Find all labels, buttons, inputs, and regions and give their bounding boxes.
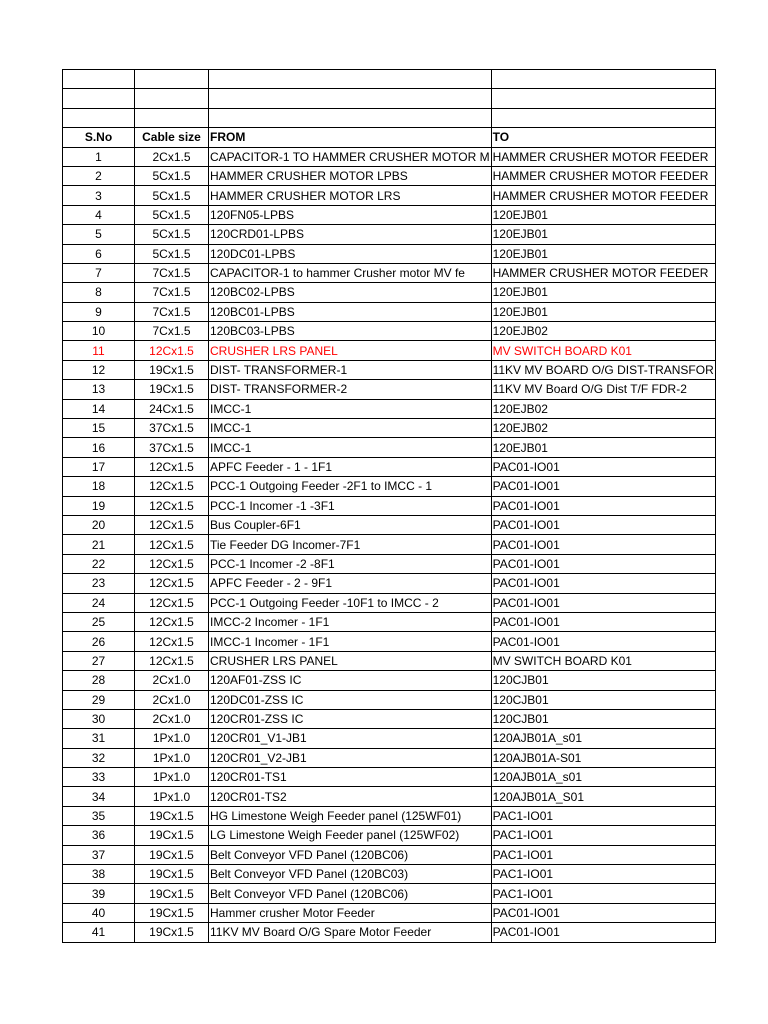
table-row (63, 419, 716, 438)
table-row (63, 865, 716, 884)
table-row (63, 186, 716, 205)
cell-sno[interactable]: 14 (63, 399, 135, 418)
cell-to[interactable]: 120EJB01 (491, 205, 715, 224)
cell-sno[interactable]: 31 (63, 729, 135, 748)
table-row (63, 166, 716, 185)
empty-cell[interactable] (491, 70, 715, 89)
cell-to[interactable]: PAC01-IO01 (491, 477, 715, 496)
cell-cable-size[interactable]: 12Cx1.5 (135, 515, 209, 534)
cell-sno[interactable]: 26 (63, 632, 135, 651)
table-row (63, 923, 716, 942)
cell-cable-size[interactable]: 1Px1.0 (135, 768, 209, 787)
cell-to[interactable]: 120CJB01 (491, 671, 715, 690)
cell-from[interactable]: CAPACITOR-1 TO HAMMER CRUSHER MOTOR M (209, 147, 492, 166)
cell-to[interactable]: 120EJB01 (491, 244, 715, 263)
header-to[interactable]: TO (491, 128, 715, 147)
cell-from[interactable]: 120DC01-ZSS IC (209, 690, 492, 709)
cell-sno[interactable]: 34 (63, 787, 135, 806)
cell-to[interactable]: PAC1-IO01 (491, 806, 715, 825)
empty-cell[interactable] (63, 89, 135, 108)
blank-row (63, 89, 716, 108)
cell-from[interactable]: 120CR01-ZSS IC (209, 709, 492, 728)
cell-cable-size[interactable]: 12Cx1.5 (135, 535, 209, 554)
cell-to[interactable]: 120AJB01A_s01 (491, 729, 715, 748)
cell-sno[interactable]: 41 (63, 923, 135, 942)
cell-from[interactable]: Belt Conveyor VFD Panel (120BC06) (209, 884, 492, 903)
cell-sno[interactable]: 2 (63, 166, 135, 185)
table-row (63, 729, 716, 748)
table-row (63, 709, 716, 728)
cell-sno[interactable]: 19 (63, 496, 135, 515)
cell-cable-size[interactable]: 2Cx1.0 (135, 709, 209, 728)
cell-from[interactable]: 120BC01-LPBS (209, 302, 492, 321)
table-row (63, 845, 716, 864)
cell-from[interactable]: 120CR01_V2-JB1 (209, 748, 492, 767)
cell-from[interactable]: 120DC01-LPBS (209, 244, 492, 263)
cell-to[interactable]: PAC1-IO01 (491, 845, 715, 864)
table-row (63, 263, 716, 282)
cell-from[interactable]: 11KV MV Board O/G Spare Motor Feeder (209, 923, 492, 942)
table-row (63, 457, 716, 476)
cell-sno[interactable]: 21 (63, 535, 135, 554)
cell-cable-size[interactable]: 7Cx1.5 (135, 263, 209, 282)
empty-cell[interactable] (63, 108, 135, 127)
cell-from[interactable]: APFC Feeder - 2 - 9F1 (209, 574, 492, 593)
empty-cell[interactable] (209, 108, 492, 127)
empty-cell[interactable] (135, 108, 209, 127)
cell-sno[interactable]: 32 (63, 748, 135, 767)
cell-from[interactable]: HAMMER CRUSHER MOTOR LPBS (209, 166, 492, 185)
cell-cable-size[interactable]: 12Cx1.5 (135, 632, 209, 651)
cell-sno[interactable]: 25 (63, 612, 135, 631)
cell-from[interactable]: IMCC-1 Incomer - 1F1 (209, 632, 492, 651)
table-row (63, 225, 716, 244)
table-row (63, 477, 716, 496)
cell-sno[interactable]: 8 (63, 283, 135, 302)
cell-to[interactable]: PAC01-IO01 (491, 496, 715, 515)
table-row (63, 690, 716, 709)
cell-from[interactable]: HAMMER CRUSHER MOTOR LRS (209, 186, 492, 205)
cell-sno[interactable]: 33 (63, 768, 135, 787)
header-sno[interactable]: S.No (63, 128, 135, 147)
cell-from[interactable]: 120CRD01-LPBS (209, 225, 492, 244)
cell-sno[interactable]: 40 (63, 903, 135, 922)
cell-sno[interactable]: 27 (63, 651, 135, 670)
cell-from[interactable]: IMCC-1 (209, 438, 492, 457)
cell-to[interactable]: 120AJB01A_s01 (491, 768, 715, 787)
cell-to[interactable]: HAMMER CRUSHER MOTOR FEEDER (491, 147, 715, 166)
cell-from[interactable]: LG Limestone Weigh Feeder panel (125WF02) (209, 826, 492, 845)
table-row (63, 322, 716, 341)
cell-to[interactable]: 120EJB01 (491, 302, 715, 321)
cell-to[interactable]: PAC01-IO01 (491, 554, 715, 573)
cell-from[interactable]: 120CR01_V1-JB1 (209, 729, 492, 748)
cell-from[interactable]: 120BC02-LPBS (209, 283, 492, 302)
cell-to[interactable]: 120EJB01 (491, 438, 715, 457)
cell-cable-size[interactable]: 19Cx1.5 (135, 903, 209, 922)
cell-to[interactable]: 120EJB02 (491, 399, 715, 418)
cell-sno[interactable]: 36 (63, 826, 135, 845)
cell-to[interactable]: 120CJB01 (491, 690, 715, 709)
cell-sno[interactable]: 38 (63, 865, 135, 884)
cable-schedule-table (62, 69, 716, 943)
cell-from[interactable]: 120BC03-LPBS (209, 322, 492, 341)
table-row (63, 438, 716, 457)
cell-to[interactable]: PAC01-IO01 (491, 515, 715, 534)
cell-cable-size[interactable]: 12Cx1.5 (135, 651, 209, 670)
cell-from[interactable]: DIST- TRANSFORMER-1 (209, 360, 492, 379)
cell-from[interactable]: HG Limestone Weigh Feeder panel (125WF01) (209, 806, 492, 825)
cell-sno[interactable]: 28 (63, 671, 135, 690)
cell-to[interactable]: HAMMER CRUSHER MOTOR FEEDER (491, 166, 715, 185)
table-row (63, 302, 716, 321)
cell-to[interactable]: PAC01-IO01 (491, 535, 715, 554)
cell-sno[interactable]: 30 (63, 709, 135, 728)
cell-from[interactable]: PCC-1 Incomer -2 -8F1 (209, 554, 492, 573)
cell-to[interactable]: 11KV MV Board O/G Dist T/F FDR-2 (491, 380, 715, 399)
cell-sno[interactable]: 15 (63, 419, 135, 438)
cell-from[interactable]: 120CR01-TS2 (209, 787, 492, 806)
cell-sno[interactable]: 17 (63, 457, 135, 476)
cell-to[interactable]: 120EJB02 (491, 322, 715, 341)
cell-sno[interactable]: 39 (63, 884, 135, 903)
cell-sno[interactable]: 18 (63, 477, 135, 496)
cell-from[interactable]: Bus Coupler-6F1 (209, 515, 492, 534)
header-cable-size[interactable]: Cable size (135, 128, 209, 147)
table-row (63, 671, 716, 690)
cell-sno[interactable]: 16 (63, 438, 135, 457)
cell-sno[interactable]: 1 (63, 147, 135, 166)
cell-cable-size[interactable]: 12Cx1.5 (135, 477, 209, 496)
cell-from[interactable]: 120FN05-LPBS (209, 205, 492, 224)
cell-to[interactable]: PAC01-IO01 (491, 574, 715, 593)
cell-from[interactable]: Belt Conveyor VFD Panel (120BC06) (209, 845, 492, 864)
table-row (63, 574, 716, 593)
table-row (63, 341, 716, 360)
cell-from[interactable]: Hammer crusher Motor Feeder (209, 903, 492, 922)
cell-cable-size[interactable]: 24Cx1.5 (135, 399, 209, 418)
cell-cable-size[interactable]: 2Cx1.5 (135, 147, 209, 166)
cell-sno[interactable]: 29 (63, 690, 135, 709)
cell-sno[interactable]: 35 (63, 806, 135, 825)
empty-cell[interactable] (209, 89, 492, 108)
cell-sno[interactable]: 11 (63, 341, 135, 360)
cell-to[interactable]: MV SWITCH BOARD K01 (491, 651, 715, 670)
cell-cable-size[interactable]: 19Cx1.5 (135, 845, 209, 864)
cell-to[interactable]: HAMMER CRUSHER MOTOR FEEDER (491, 263, 715, 282)
cell-to[interactable]: 11KV MV BOARD O/G DIST-TRANSFOR (491, 360, 715, 379)
cell-from[interactable]: PCC-1 Outgoing Feeder -2F1 to IMCC - 1 (209, 477, 492, 496)
table-row (63, 903, 716, 922)
cell-from[interactable]: CRUSHER LRS PANEL (209, 651, 492, 670)
cell-cable-size[interactable]: 12Cx1.5 (135, 593, 209, 612)
cell-to[interactable]: MV SWITCH BOARD K01 (491, 341, 715, 360)
cell-cable-size[interactable]: 19Cx1.5 (135, 360, 209, 379)
blank-row (63, 108, 716, 127)
cell-sno[interactable]: 10 (63, 322, 135, 341)
cell-to[interactable]: 120CJB01 (491, 709, 715, 728)
table-row (63, 380, 716, 399)
table-row (63, 884, 716, 903)
table-row (63, 496, 716, 515)
cell-to[interactable]: PAC01-IO01 (491, 612, 715, 631)
table-row (63, 651, 716, 670)
table-row (63, 826, 716, 845)
table-row (63, 205, 716, 224)
table-row (63, 515, 716, 534)
cell-sno[interactable]: 24 (63, 593, 135, 612)
cell-cable-size[interactable]: 5Cx1.5 (135, 244, 209, 263)
cell-to[interactable]: 120EJB02 (491, 419, 715, 438)
cell-cable-size[interactable]: 12Cx1.5 (135, 612, 209, 631)
cell-to[interactable]: 120EJB01 (491, 225, 715, 244)
cell-cable-size[interactable]: 19Cx1.5 (135, 865, 209, 884)
cell-sno[interactable]: 22 (63, 554, 135, 573)
cell-cable-size[interactable]: 12Cx1.5 (135, 554, 209, 573)
cell-cable-size[interactable]: 19Cx1.5 (135, 826, 209, 845)
table-row (63, 806, 716, 825)
cell-to[interactable]: PAC1-IO01 (491, 884, 715, 903)
table-row (63, 612, 716, 631)
cell-cable-size[interactable]: 5Cx1.5 (135, 205, 209, 224)
cell-cable-size[interactable]: 1Px1.0 (135, 787, 209, 806)
table-row (63, 399, 716, 418)
cell-sno[interactable]: 6 (63, 244, 135, 263)
table-body (63, 70, 716, 943)
cell-to[interactable]: PAC01-IO01 (491, 923, 715, 942)
cell-from[interactable]: APFC Feeder - 1 - 1F1 (209, 457, 492, 476)
table-row (63, 632, 716, 651)
table-row (63, 748, 716, 767)
cell-cable-size[interactable]: 19Cx1.5 (135, 923, 209, 942)
cell-sno[interactable]: 4 (63, 205, 135, 224)
cell-from[interactable]: 120AF01-ZSS IC (209, 671, 492, 690)
cell-sno[interactable]: 37 (63, 845, 135, 864)
cell-to[interactable]: 120AJB01A_S01 (491, 787, 715, 806)
header-row (63, 128, 716, 147)
empty-cell[interactable] (135, 89, 209, 108)
cell-cable-size[interactable]: 12Cx1.5 (135, 341, 209, 360)
cell-to[interactable]: PAC01-IO01 (491, 632, 715, 651)
cell-cable-size[interactable]: 5Cx1.5 (135, 166, 209, 185)
cell-cable-size[interactable]: 19Cx1.5 (135, 380, 209, 399)
cell-sno[interactable]: 23 (63, 574, 135, 593)
empty-cell[interactable] (135, 70, 209, 89)
empty-cell[interactable] (491, 89, 715, 108)
cell-cable-size[interactable]: 5Cx1.5 (135, 186, 209, 205)
cell-sno[interactable]: 13 (63, 380, 135, 399)
cell-sno[interactable]: 12 (63, 360, 135, 379)
cell-from[interactable]: IMCC-1 (209, 419, 492, 438)
table-row (63, 593, 716, 612)
header-from[interactable]: FROM (209, 128, 492, 147)
cell-cable-size[interactable]: 12Cx1.5 (135, 574, 209, 593)
table-row (63, 147, 716, 166)
cell-sno[interactable]: 20 (63, 515, 135, 534)
table-row (63, 283, 716, 302)
cell-sno[interactable]: 7 (63, 263, 135, 282)
table-row (63, 535, 716, 554)
empty-cell[interactable] (491, 108, 715, 127)
cell-to[interactable]: 120AJB01A-S01 (491, 748, 715, 767)
cell-cable-size[interactable]: 7Cx1.5 (135, 322, 209, 341)
empty-cell[interactable] (63, 70, 135, 89)
cell-to[interactable]: 120EJB01 (491, 283, 715, 302)
cell-from[interactable]: IMCC-1 (209, 399, 492, 418)
cell-sno[interactable]: 5 (63, 225, 135, 244)
cell-cable-size[interactable]: 2Cx1.0 (135, 671, 209, 690)
cell-to[interactable]: PAC01-IO01 (491, 593, 715, 612)
table-row (63, 360, 716, 379)
cell-from[interactable]: PCC-1 Incomer -1 -3F1 (209, 496, 492, 515)
cell-cable-size[interactable]: 2Cx1.0 (135, 690, 209, 709)
cell-from[interactable]: CRUSHER LRS PANEL (209, 341, 492, 360)
cell-to[interactable]: PAC1-IO01 (491, 865, 715, 884)
cell-from[interactable]: Tie Feeder DG Incomer-7F1 (209, 535, 492, 554)
cell-to[interactable]: HAMMER CRUSHER MOTOR FEEDER (491, 186, 715, 205)
cell-from[interactable]: Belt Conveyor VFD Panel (120BC03) (209, 865, 492, 884)
empty-cell[interactable] (209, 70, 492, 89)
table-row (63, 787, 716, 806)
cell-from[interactable]: PCC-1 Outgoing Feeder -10F1 to IMCC - 2 (209, 593, 492, 612)
blank-row (63, 70, 716, 89)
cell-cable-size[interactable]: 37Cx1.5 (135, 419, 209, 438)
cell-from[interactable]: 120CR01-TS1 (209, 768, 492, 787)
cell-cable-size[interactable]: 37Cx1.5 (135, 438, 209, 457)
cell-cable-size[interactable]: 1Px1.0 (135, 729, 209, 748)
cell-to[interactable]: PAC01-IO01 (491, 457, 715, 476)
cell-to[interactable]: PAC01-IO01 (491, 903, 715, 922)
cell-from[interactable]: CAPACITOR-1 to hammer Crusher motor MV fe (209, 263, 492, 282)
cell-cable-size[interactable]: 7Cx1.5 (135, 283, 209, 302)
cell-cable-size[interactable]: 7Cx1.5 (135, 302, 209, 321)
cell-cable-size[interactable]: 12Cx1.5 (135, 457, 209, 476)
cell-from[interactable]: IMCC-2 Incomer - 1F1 (209, 612, 492, 631)
cell-to[interactable]: PAC1-IO01 (491, 826, 715, 845)
cell-from[interactable]: DIST- TRANSFORMER-2 (209, 380, 492, 399)
cell-cable-size[interactable]: 5Cx1.5 (135, 225, 209, 244)
cell-cable-size[interactable]: 19Cx1.5 (135, 806, 209, 825)
table-row (63, 768, 716, 787)
cell-cable-size[interactable]: 19Cx1.5 (135, 884, 209, 903)
cell-sno[interactable]: 3 (63, 186, 135, 205)
cell-cable-size[interactable]: 1Px1.0 (135, 748, 209, 767)
table-row (63, 554, 716, 573)
cell-cable-size[interactable]: 12Cx1.5 (135, 496, 209, 515)
table-row (63, 244, 716, 263)
cell-sno[interactable]: 9 (63, 302, 135, 321)
